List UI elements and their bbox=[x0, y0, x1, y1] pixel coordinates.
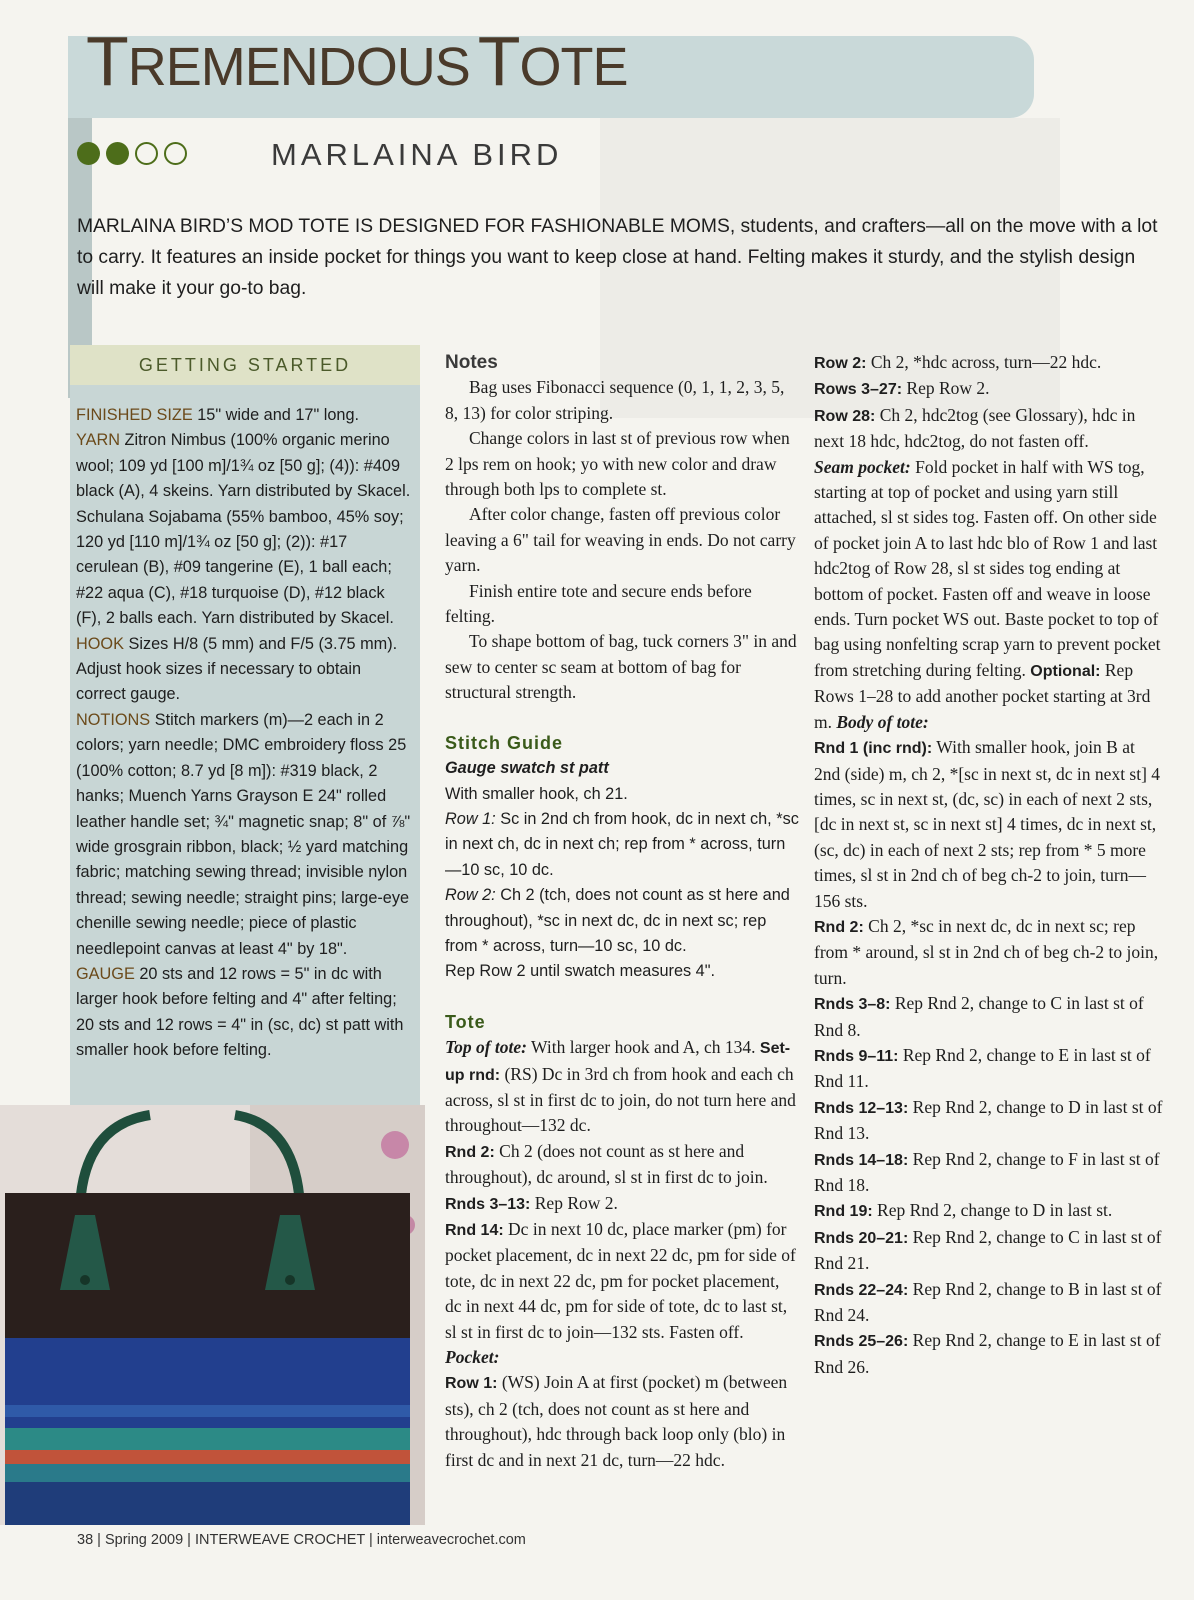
instructions-column-right: Row 2: Ch 2, *hdc across, turn—22 hdc. Rows 3–27: Rep Row 2. Row 28: Ch 2, hdc2tog (see Glossary), hdc in next 18 hdc, hdc2tog, do not fasten off. Seam pocket: Fold pocket in half with WS tog, starting at top of pocket and using yarn still attached, sl st sides tog. Fasten off. On other side of pocket join A to last hdc blo of Row 1 and last hdc2tog of Row 28, sl st sides tog ending at bottom of pocket. Fasten off and weave in loose ends. Turn pocket WS out. Baste pocket to top of bag using nonfelting scrap yarn to prevent pocket from stretching during felting. Optional: Rep Rows 1–28 to add another pocket starting at 3rd m. Body of tote: Rnd 1 (inc rnd): With smaller hook, join B at 2nd (side) m, ch 2, *[sc in next st, dc in next st] 4 times, sc in next st, (dc, sc) in each of next 2 sts, [dc in next st, sc in next st] 4 times, dc in next st, (sc, dc) in each of next 2 sts; rep from * 5 more times, sl st in 2nd ch of beg ch-2 to join, turn—156 sts. Rnd 2: Ch 2, *sc in next dc, dc in next sc; rep from * around, sl st in 2nd ch of beg ch-2 to join, turn. Rnds 3–8: Rep Rnd 2, change to C in last st of Rnd 8. Rnds 9–11: Rep Rnd 2, change to E in last st of Rnd 11. Rnds 12–13: Rep Rnd 2, change to D in last st of Rnd 13. Rnds 14–18: Rep Rnd 2, change to F in last st of Rnd 18. Rnd 19: Rep Rnd 2, change to D in last st. Rnds 20–21: Rep Rnd 2, change to C in last st of Rnd 21. Rnds 22–24: Rep Rnd 2, change to B in last st of Rnd 24. Rnds 25–26: Rep Rnd 2, change to E in last st of Rnd 26. bbox=[814, 352, 1163, 1377]
tote-illustration bbox=[0, 1105, 425, 1525]
tote-heading: Tote bbox=[445, 1011, 486, 1032]
intro-paragraph: MARLAINA BIRD’S MOD TOTE IS DESIGNED FOR FASHIONABLE MOMS, students, and crafters—all on the move with a lot to carry. It features an inside pocket for things you want to keep close at hand. Felting makes it sturdy, and the stylish design will make it your go-to bag. bbox=[77, 216, 1158, 299]
difficulty-dot-empty bbox=[164, 142, 187, 165]
instructions-column-middle: Notes Bag uses Fibonacci sequence (0, 1, 1, 2, 3, 5, 8, 13) for color striping. Change colors in last st of previous row when 2 lps rem on hook; yo with new color and draw through both lps to complete st. After color change, fasten off previous color leaving a 6" tail for weaving in ends. Do not carry yarn. Finish entire tote and secure ends before felting. To shape bottom of bag, tuck corners 3" in and sew to center sc seam at bottom of bag for structural strength. Stitch Guide Gauge swatch st patt With smaller hook, ch 21. Row 1: Sc in 2nd ch from hook, dc in next ch, *sc in next ch, dc in next ch; rep from * across, turn—10 sc, 10 dc. Row 2: Ch 2 (tch, does not count as st here and throughout), *sc in next dc, dc in next sc; rep from * across, turn—10 sc, 10 dc. Rep Row 2 until swatch measures 4". Tote Top of tote: With larger hook and A, ch 134. Set-up rnd: (RS) Dc in 3rd ch from hook and each ch across, sl st in first dc to join, do not turn here and throughout—132 dc. Rnd 2: Ch 2 (does not count as st here and throughout), dc around, sl st in first dc to join. Rnds 3–13: Rep Row 2. Rnd 14: Dc in next 10 dc, place marker (pm) for pocket placement, dc in next 22 dc, pm for side of tote, dc in next 22 dc, pm for pocket placement, dc in next 44 dc, pm for side of tote, dc to last st, sl st in first dc to join—132 sts. Fasten off. Pocket: Row 1: (WS) Join A at first (pocket) m (between sts), ch 2 (tch, does not count as st here and throughout), hdc through back loop only (blo) in first dc and in next 21 dc, turn—22 hdc. bbox=[445, 352, 799, 1470]
author-name: MARLAINA BIRD bbox=[271, 137, 563, 172]
page-footer: 38 | Spring 2009 | INTERWEAVE CROCHET | interweavecrochet.com bbox=[77, 1532, 526, 1548]
difficulty-dot-empty bbox=[135, 142, 158, 165]
tote-photo bbox=[0, 1105, 425, 1525]
sidebar-heading: GETTING STARTED bbox=[70, 345, 420, 385]
note-paragraph: After color change, fasten off previous color leaving a 6" tail for weaving in ends. Do not carry yarn. bbox=[445, 504, 796, 576]
note-paragraph: To shape bottom of bag, tuck corners 3" in and sew to center sc seam at bottom of bag for structural strength. bbox=[445, 631, 797, 703]
seam-pocket-instructions: Seam pocket: Fold pocket in half with WS tog, starting at top of pocket and using yarn still attached, sl st sides tog. Fasten off. On other side of pocket join A to last hdc blo of Row 1 and last hdc2tog of Row 28, sl st sides tog ending at bottom of pocket. Fasten off and weave in loose ends. Turn pocket WS out. Baste pocket to top of bag using nonfelting scrap yarn to prevent pocket from stretching during felting. Optional: Rep Rows 1–28 to add another pocket starting at 3rd m. Body of tote: bbox=[814, 456, 1161, 732]
notes-heading: Notes bbox=[445, 352, 498, 373]
materials-list: FINISHED SIZE 15" wide and 17" long. YARN Zitron Nimbus (100% organic merino wool; 109 yd [100 m]/1¾ oz [50 g]; (4)): #409 black (A), 4 skeins. Yarn distributed by Skacel. Schulana Sojabama (55% bamboo, 45% soy; 120 yd [110 m]/1¾ oz [50 g]; (2)): #17 cerulean (B), #09 tangerine (E), 1 ball each; #22 aqua (C), #18 turquoise (D), #12 black (F), 2 balls each. Yarn distributed by Skacel. HOOK Sizes H/8 (5 mm) and F/5 (3.75 mm). Adjust hook sizes if necessary to obtain correct gauge. NOTIONS Stitch markers (m)—2 each in 2 colors; yarn needle; DMC embroidery floss 25 (100% cotton; 8.7 yd [8 m]): #319 black, 2 hanks; Muench Yarns Grayson E 24" rolled leather handle set; ¾" magnetic snap; 8" of ⅞" wide grosgrain ribbon, black; ½ yard matching fabric; matching sewing thread; invisible nylon thread; sewing needle; straight pins; large-eye chenille sewing needle; piece of plastic needlepoint canvas at least 4" by 18". GAUGE 20 sts and 12 rows = 5" in dc with larger hook before felting and 4" after felting; 20 sts and 12 rows = 4" in (sc, dc) st patt with smaller hook before felting. bbox=[76, 406, 411, 1060]
difficulty-dot-filled bbox=[106, 142, 129, 165]
difficulty-dot-filled bbox=[77, 142, 100, 165]
note-paragraph: Change colors in last st of previous row when 2 lps rem on hook; yo with new color and draw through both lps to complete st. bbox=[445, 428, 790, 500]
stitch-row-2: Row 2: Ch 2 (tch, does not count as st here and throughout), *sc in next dc, dc in next sc; rep from * across, turn—10 sc, 10 dc. bbox=[445, 886, 790, 955]
page-title: TREMENDOUS TOTE bbox=[86, 22, 628, 100]
pocket-heading: Pocket: bbox=[445, 1347, 500, 1368]
getting-started-sidebar bbox=[70, 345, 420, 1105]
stitch-guide-heading: Stitch Guide bbox=[445, 732, 564, 753]
difficulty-rating bbox=[77, 142, 187, 165]
stitch-row-1: Row 1: Sc in 2nd ch from hook, dc in next ch, *sc in next ch, dc in next ch; rep from * across, turn—10 sc, 10 dc. bbox=[445, 809, 799, 879]
note-paragraph: Finish entire tote and secure ends before felting. bbox=[445, 580, 752, 627]
note-paragraph: Bag uses Fibonacci sequence (0, 1, 1, 2, 3, 5, 8, 13) for color striping. bbox=[445, 377, 785, 423]
tote-top-instructions: Top of tote: With larger hook and A, ch 134. Set-up rnd: (RS) Dc in 3rd ch from hook and each ch across, sl st in first dc to join, do not turn here and throughout—132 dc. bbox=[445, 1037, 796, 1136]
